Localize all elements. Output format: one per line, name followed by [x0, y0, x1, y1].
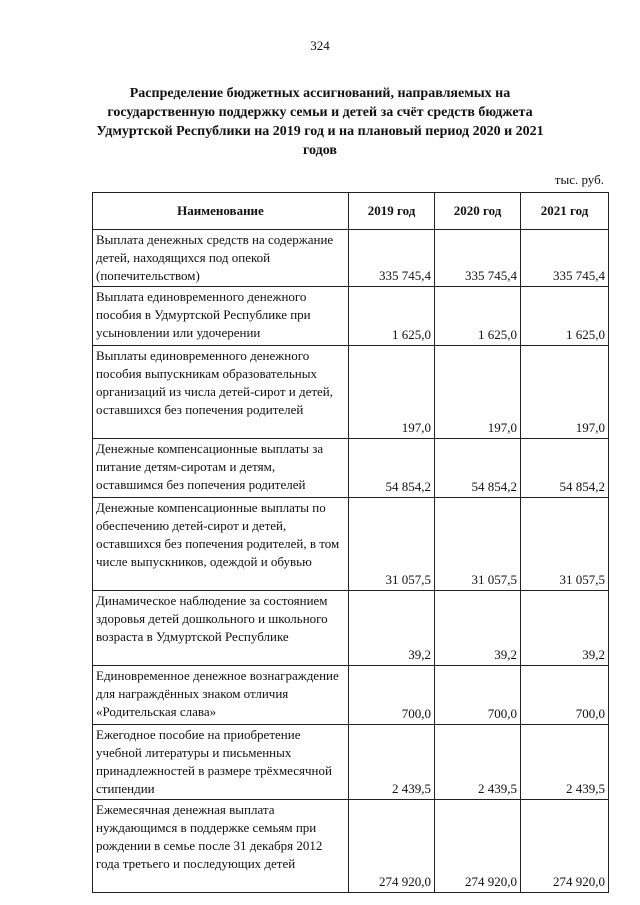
value-2021: 54 854,2 [521, 439, 609, 498]
table-row [93, 230, 609, 287]
column-header-name: Наименование [93, 193, 349, 230]
value-2020: 2 439,5 [435, 725, 521, 800]
value-2021: 335 745,4 [521, 230, 609, 287]
value-2020: 31 057,5 [435, 498, 521, 591]
column-header-2020: 2020 год [435, 193, 521, 230]
table-header-row [93, 193, 609, 230]
table-row [93, 346, 609, 439]
value-2020: 274 920,0 [435, 800, 521, 893]
units-label: тыс. руб. [554, 172, 604, 187]
row-name: Единовременное денежное вознаграждение для награждённых знаком отличия «Родительская слава» [93, 666, 349, 725]
value-2019: 335 745,4 [349, 230, 435, 287]
value-2020: 1 625,0 [435, 287, 521, 346]
value-2020: 54 854,2 [435, 439, 521, 498]
value-2021: 197,0 [521, 346, 609, 439]
value-2019: 700,0 [349, 666, 435, 725]
row-name: Ежемесячная денежная выплата нуждающимся в поддержке семьям при рождении в семье после 31 декабря 2012 года третьего и последующих детей [93, 800, 349, 893]
value-2021: 1 625,0 [521, 287, 609, 346]
table-row [93, 439, 609, 498]
table-row [93, 498, 609, 591]
value-2021: 274 920,0 [521, 800, 609, 893]
table-row [93, 800, 609, 893]
row-name: Ежегодное пособие на приобретение учебной литературы и письменных принадлежностей в размере трёхмесячной стипендии [93, 725, 349, 800]
value-2021: 2 439,5 [521, 725, 609, 800]
value-2019: 54 854,2 [349, 439, 435, 498]
value-2019: 31 057,5 [349, 498, 435, 591]
value-2019: 274 920,0 [349, 800, 435, 893]
table-row [93, 287, 609, 346]
row-name: Выплата денежных средств на содержание детей, находящихся под опекой (попечительством) [93, 230, 349, 287]
row-name: Выплаты единовременного денежного пособия выпускникам образовательных организаций из числа детей-сирот и детей, оставшихся без попечения родителей [93, 346, 349, 439]
table-row [93, 666, 609, 725]
value-2020: 39,2 [435, 591, 521, 666]
page-number: 324 [310, 38, 330, 53]
table-row [93, 591, 609, 666]
column-header-2021: 2021 год [521, 193, 609, 230]
value-2019: 39,2 [349, 591, 435, 666]
value-2019: 2 439,5 [349, 725, 435, 800]
row-name: Денежные компенсационные выплаты за питание детям-сиротам и детям, оставшимся без попечения родителей [93, 439, 349, 498]
column-header-2019: 2019 год [349, 193, 435, 230]
value-2020: 700,0 [435, 666, 521, 725]
row-name: Денежные компенсационные выплаты по обеспечению детей-сирот и детей, оставшихся без попечения родителей, в том числе выпускников, одеждой и обувью [93, 498, 349, 591]
value-2019: 1 625,0 [349, 287, 435, 346]
value-2019: 197,0 [349, 346, 435, 439]
row-name: Динамическое наблюдение за состоянием здоровья детей дошкольного и школьного возраста в Удмуртской Республике [93, 591, 349, 666]
value-2021: 700,0 [521, 666, 609, 725]
value-2021: 31 057,5 [521, 498, 609, 591]
value-2020: 197,0 [435, 346, 521, 439]
value-2020: 335 745,4 [435, 230, 521, 287]
document-title: Распределение бюджетных ассигнований, направляемых на государственную поддержку семьи и детей за счёт средств бюджета Удмуртской Республики на 2019 год и на плановый период 2020 и 2021 годов [96, 86, 544, 158]
budget-table [92, 192, 609, 893]
row-name: Выплата единовременного денежного пособия в Удмуртской Республике при усыновлении или удочерении [93, 287, 349, 346]
value-2021: 39,2 [521, 591, 609, 666]
table-row [93, 725, 609, 800]
